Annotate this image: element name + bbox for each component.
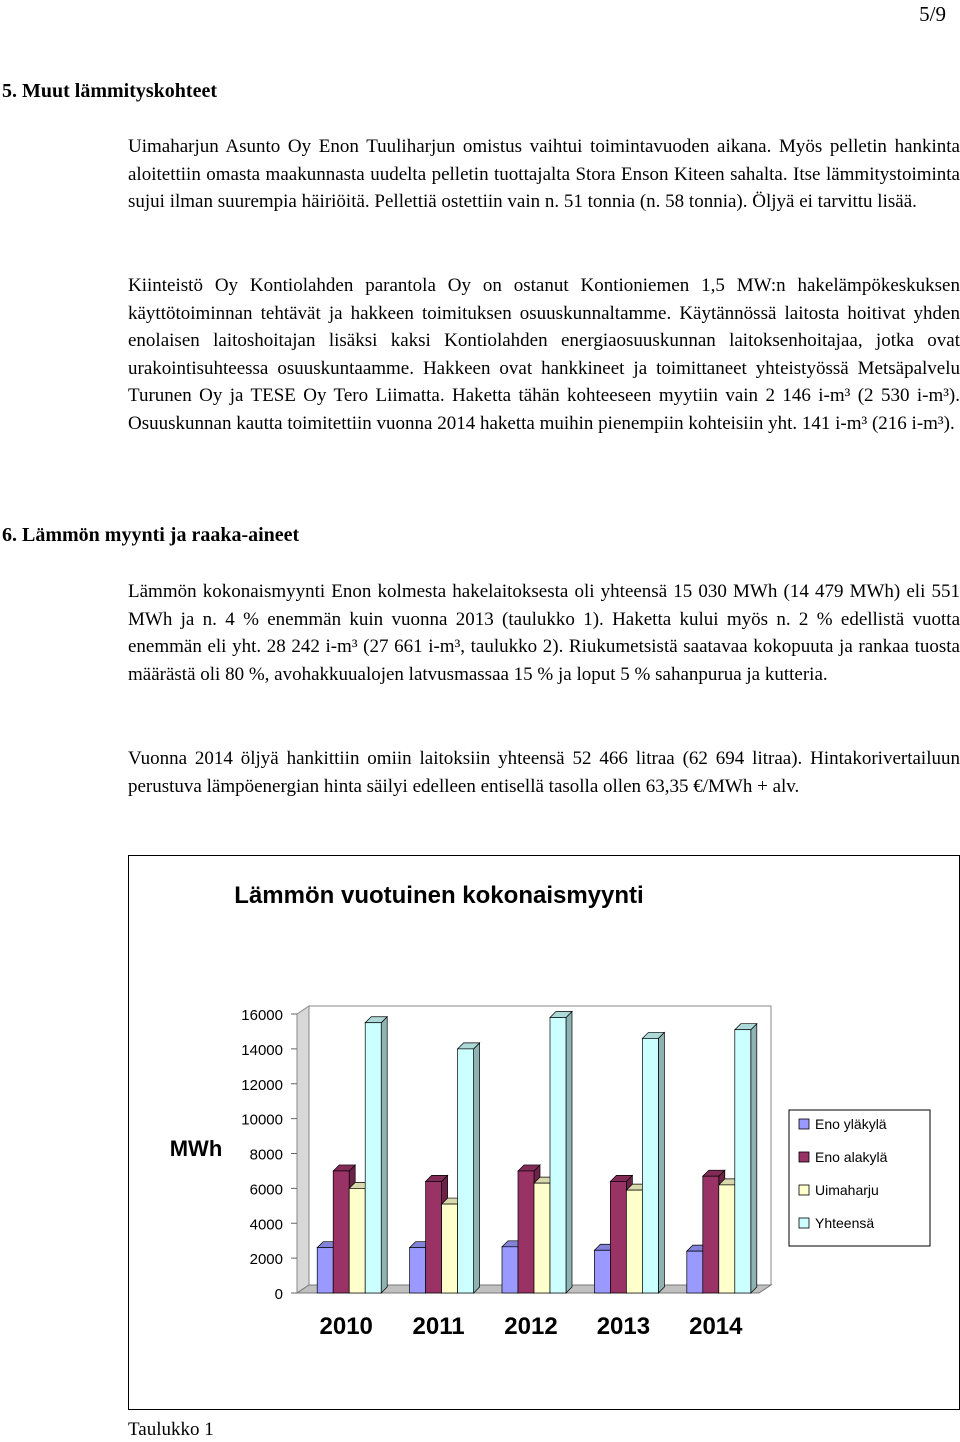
y-tick-label: 14000 — [241, 1041, 283, 1059]
bar — [550, 1017, 566, 1293]
chart-svg — [129, 856, 960, 1411]
bar — [410, 1248, 426, 1293]
bar-side — [474, 1043, 480, 1293]
y-tick-label: 0 — [274, 1286, 283, 1303]
x-tick-label: 2012 — [504, 1313, 558, 1340]
y-tick-label: 10000 — [241, 1111, 283, 1129]
paragraph-kokonaismyynti: Lämmön kokonaismyynti Enon kolmesta hakelaitoksesta oli yhteensä 15 030 MWh (14 479 MWh) eli 551 MWh ja n. 4 % enemmän kuin vuonna 2013 (taulukko 1). Haketta kului myös n. 2 % edellistä vuotta enemmän eli yht. 28 242 i-m³ (27 661 i-m³, taulukko 2). Riukumetsistä saatavaa kokopuuta ja rankaa tuosta määrästä oli 80 %, avohakkuualojen latvusmassaa 15 % ja loput 5 % sahanpurua ja kutteria. — [128, 581, 960, 685]
bar-side — [566, 1011, 572, 1293]
bar — [349, 1188, 365, 1293]
legend-label: Eno yläkylä — [815, 1116, 887, 1132]
legend-label: Eno alakylä — [815, 1149, 888, 1165]
bar — [642, 1038, 658, 1293]
x-tick-label: 2010 — [319, 1313, 373, 1340]
bar-side — [658, 1032, 664, 1293]
x-tick-label: 2014 — [689, 1313, 743, 1340]
paragraph-uimaharju: Uimaharjun Asunto Oy Enon Tuuliharjun omistus vaihtui toimintavuoden aikana. Myös pelletin hankinta aloitettiin omasta maakunnasta uudelta pelletin tuottajalta Stora Enson Kiteen sahalta. Itse lämmitystoiminta sujui ilman suurempia häiriöitä. Pellettiä ostettiin vain n. 51 tonnia (n. 58 tonnia). Öljyä ei tarvittu lisää. — [128, 136, 960, 212]
bar — [442, 1204, 458, 1293]
bar — [458, 1049, 474, 1293]
bar — [317, 1248, 333, 1293]
paragraph-kontiolahti: Kiinteistö Oy Kontiolahden parantola Oy on ostanut Kontioniemen 1,5 MW:n hakelämpökeskuksen käyttötoiminnan tehtävät ja hakkeen toimituksen osuuskunnaltamme. Käytännössä laitosta hoitivat yhden enolaisen laitoshoitajan lisäksi kaksi Kontiolahden energiaosuuskunnan laitoksenhoitajaa, jotka ovat urakointisuhteessa osuuskuntaamme. Hakkeen ovat hankkineet ja toimittaneet yhteistyössä Metsäpalvelu Turunen Oy ja TESE Oy Tero Liimatta. Haketta tähän kohteeseen myytiin vain 2 146 i-m³ (2 530 i-m³). Osuuskunnan kautta toimitettiin vuonna 2014 haketta muihin pienempiin kohteisiin yht. 141 i-m³ (216 i-m³). — [128, 275, 960, 434]
bar — [534, 1183, 550, 1293]
bar-side — [381, 1017, 387, 1293]
legend-swatch — [799, 1152, 809, 1162]
y-tick-label: 12000 — [241, 1076, 283, 1094]
x-tick-label: 2011 — [412, 1313, 465, 1340]
y-tick-label: 2000 — [249, 1251, 283, 1269]
legend-swatch — [799, 1218, 809, 1228]
bar — [594, 1250, 610, 1293]
bar — [502, 1247, 518, 1293]
y-tick-label: 4000 — [249, 1216, 283, 1234]
section-heading-muut-lammityskohteet: 5. Muut lämmityskohteet — [2, 80, 217, 102]
plot-side-wall — [297, 1006, 309, 1293]
bar — [687, 1251, 703, 1293]
bar — [333, 1171, 349, 1293]
page-number: 5/9 — [919, 2, 946, 26]
x-tick-label: 2013 — [596, 1313, 651, 1340]
y-axis-label: MWh — [169, 1136, 223, 1161]
section-heading-lammon-myynti: 6. Lämmön myynti ja raaka-aineet — [2, 524, 300, 546]
y-tick-label: 6000 — [249, 1181, 283, 1199]
bar — [703, 1176, 719, 1293]
plot-area — [241, 1006, 771, 1340]
chart-title: Lämmön vuotuinen kokonaismyynti — [234, 882, 644, 909]
bar — [365, 1023, 381, 1293]
heat-sales-chart — [128, 855, 960, 1410]
y-tick-label: 8000 — [249, 1146, 283, 1164]
legend-swatch — [799, 1119, 809, 1129]
paragraph-oljy: Vuonna 2014 öljyä hankittiin omiin laitoksiin yhteensä 52 466 litraa (62 694 litraa). Hintakorivertailuun perustuva lämpöenergian hinta säilyi edelleen entisellä tasolla ollen 63,35 €/MWh + alv. — [128, 748, 960, 797]
y-tick-label: 16000 — [241, 1007, 283, 1024]
table-caption: Taulukko 1 — [128, 1419, 214, 1440]
bar — [518, 1171, 534, 1293]
chart-legend — [789, 1110, 930, 1246]
bar — [735, 1030, 751, 1293]
bar — [426, 1181, 442, 1293]
bar — [719, 1185, 735, 1293]
legend-label: Uimaharju — [815, 1182, 879, 1198]
bar — [626, 1190, 642, 1293]
bar-side — [751, 1024, 757, 1293]
legend-label: Yhteensä — [815, 1215, 875, 1231]
legend-swatch — [799, 1185, 809, 1195]
bar — [610, 1181, 626, 1293]
